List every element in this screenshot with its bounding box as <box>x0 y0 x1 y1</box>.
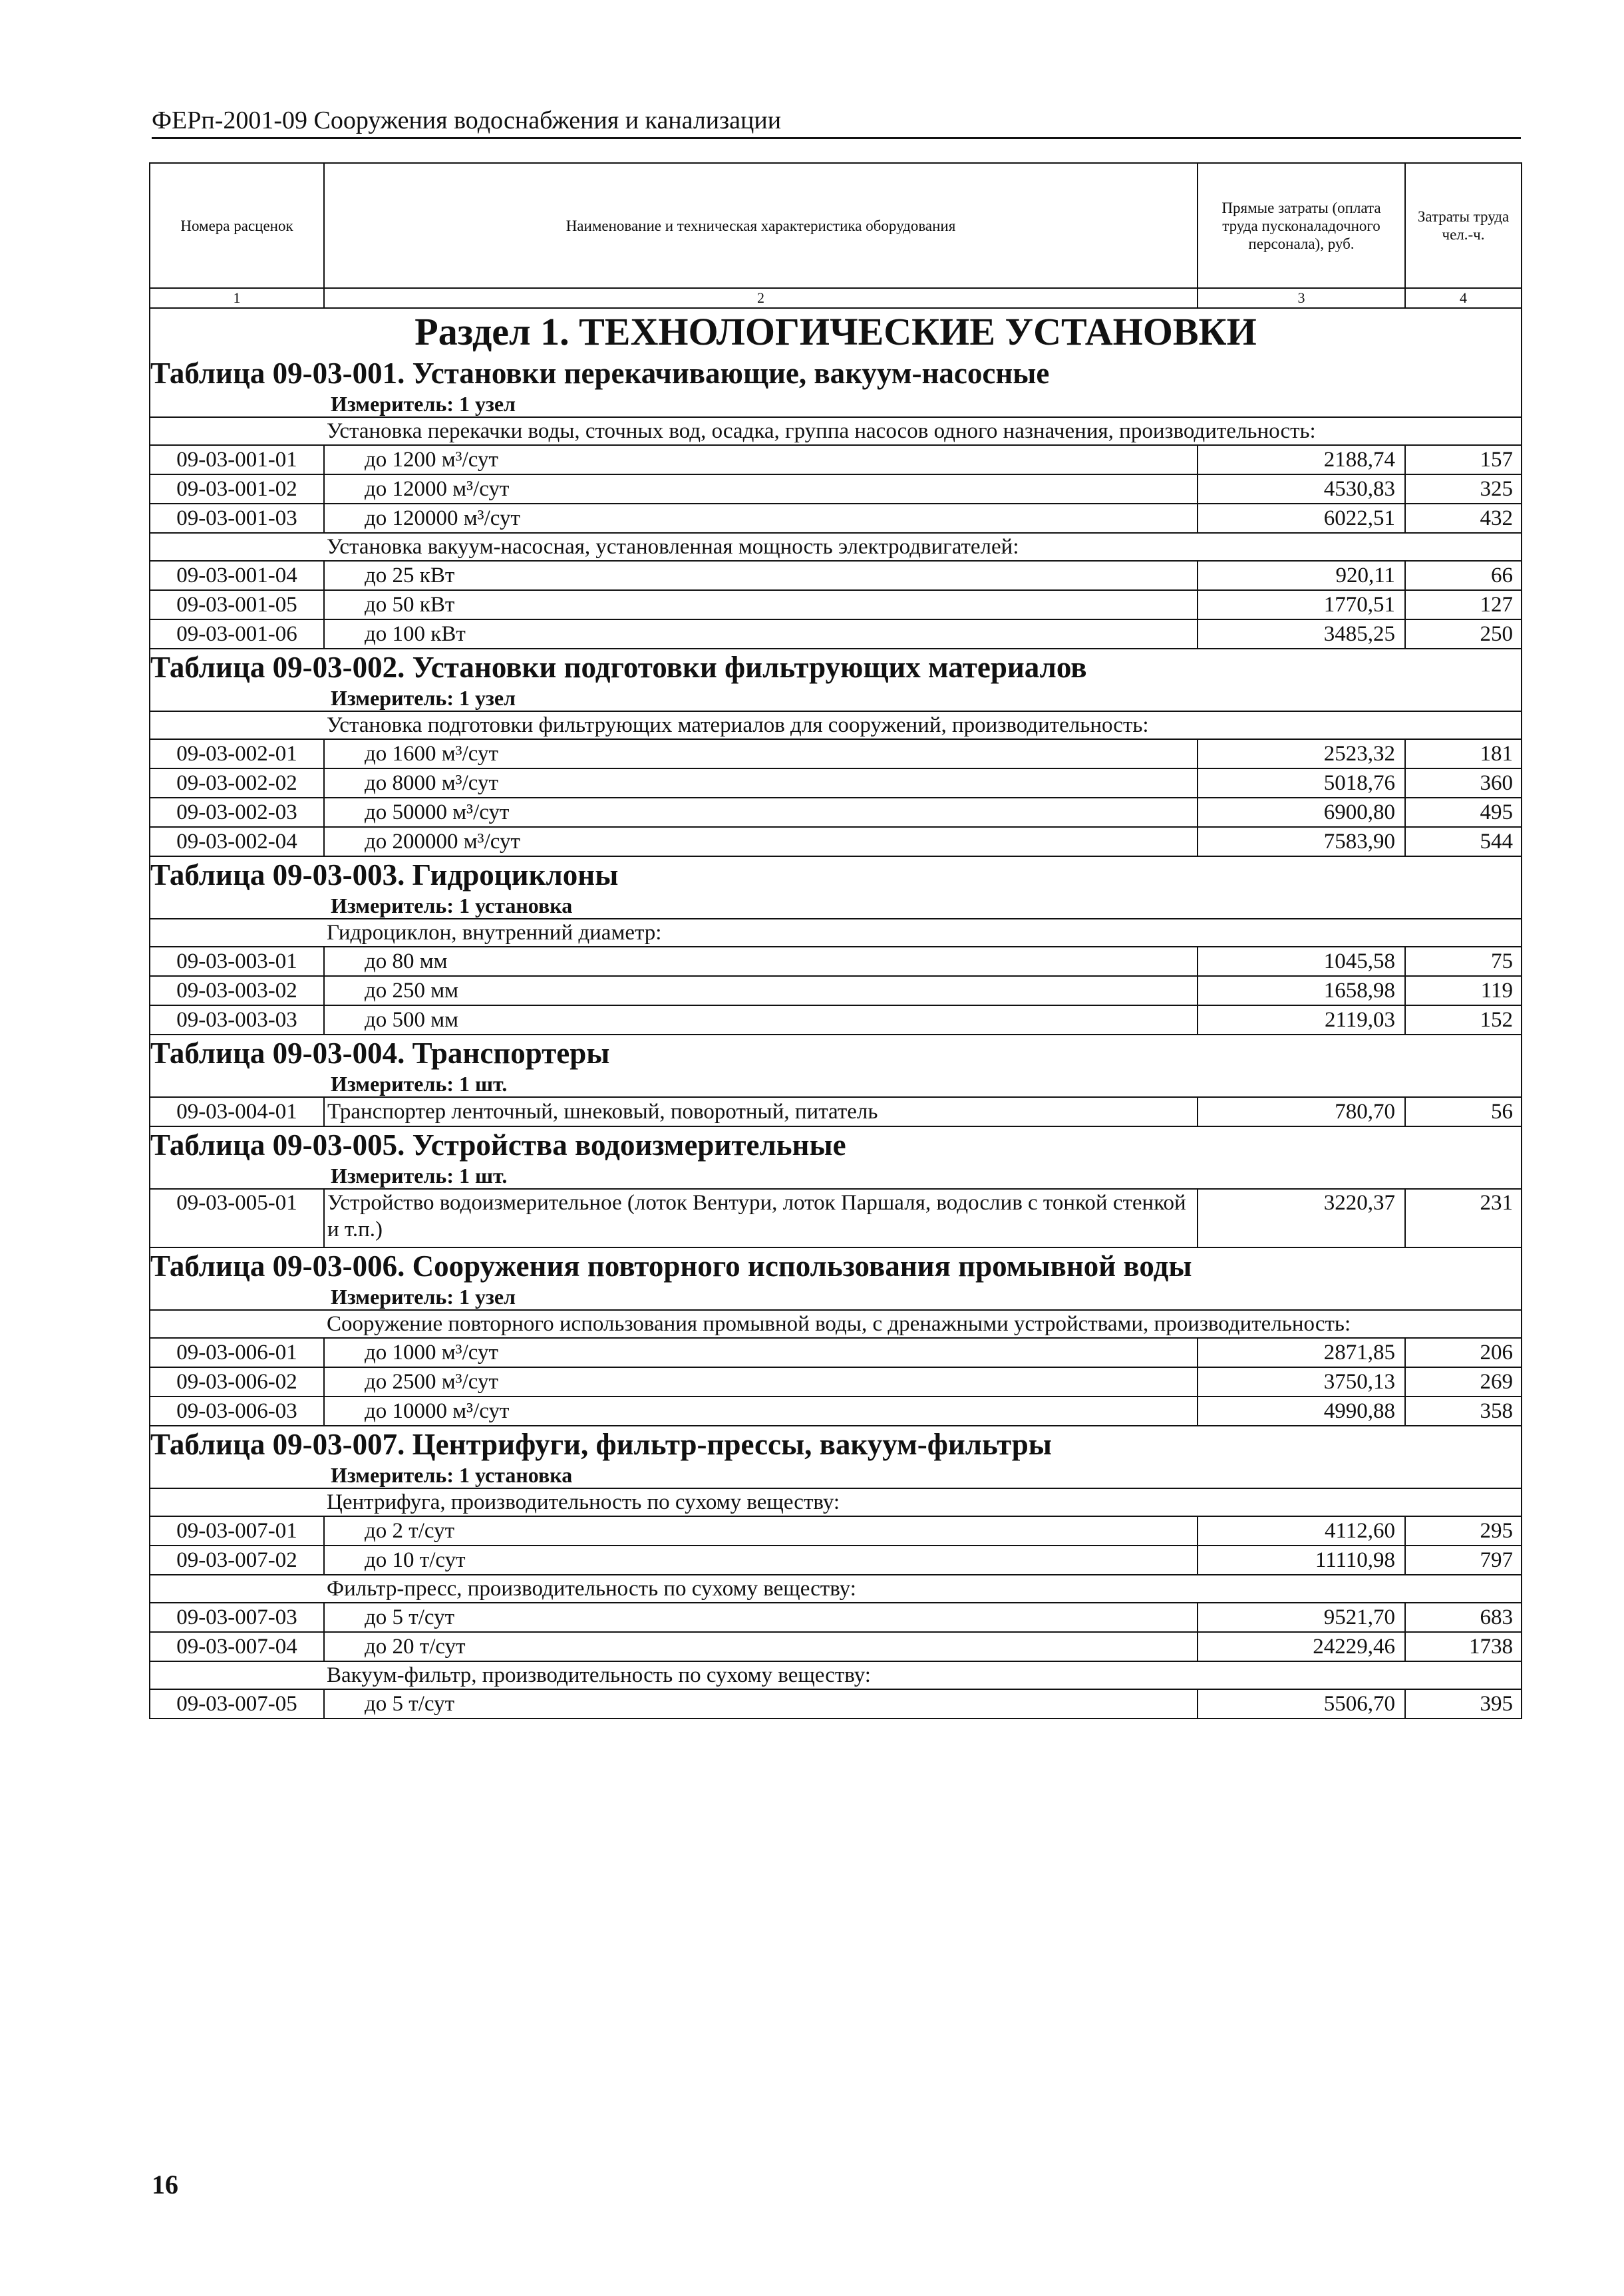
rates-table <box>149 162 1522 1719</box>
rate-labor: 360 <box>1405 768 1522 798</box>
table-row <box>150 1338 1522 1367</box>
table-row <box>150 1632 1522 1661</box>
rate-description: Транспортер ленточный, шнековый, поворотный, питатель <box>324 1097 1198 1126</box>
rate-code: 09-03-001-04 <box>150 561 324 590</box>
rate-labor: 127 <box>1405 590 1522 619</box>
rate-description: до 200000 м³/сут <box>324 827 1198 856</box>
rate-code: 09-03-001-05 <box>150 590 324 619</box>
measure-unit: Измеритель: 1 шт. <box>150 1071 1522 1097</box>
table-title-row <box>150 1126 1522 1163</box>
rate-labor: 269 <box>1405 1367 1522 1396</box>
rate-cost: 7583,90 <box>1198 827 1405 856</box>
table-row <box>150 504 1522 533</box>
section-row <box>150 308 1522 355</box>
table-title-row <box>150 1035 1522 1071</box>
rate-code: 09-03-007-04 <box>150 1632 324 1661</box>
table-title: Таблица 09-03-001. Установки перекачивающие, вакуум-насосные <box>150 355 1522 391</box>
rate-labor: 206 <box>1405 1338 1522 1367</box>
rate-labor: 250 <box>1405 619 1522 649</box>
column-header-cost: Прямые затраты (оплата труда пусконаладочного персонала), руб. <box>1198 163 1405 288</box>
table-row <box>150 1689 1522 1719</box>
column-number: 4 <box>1405 288 1522 308</box>
rate-labor: 157 <box>1405 445 1522 474</box>
rate-labor: 119 <box>1405 976 1522 1005</box>
measure-row <box>150 1163 1522 1189</box>
rate-code: 09-03-002-02 <box>150 768 324 798</box>
rate-cost: 1045,58 <box>1198 947 1405 976</box>
group-row <box>150 711 1522 739</box>
rate-description: до 20 т/сут <box>324 1632 1198 1661</box>
table-row <box>150 1396 1522 1426</box>
group-label: Гидроциклон, внутренний диаметр: <box>324 919 1522 947</box>
table-row <box>150 1005 1522 1035</box>
column-header-name: Наименование и техническая характеристика оборудования <box>324 163 1198 288</box>
measure-row <box>150 685 1522 711</box>
table-row <box>150 976 1522 1005</box>
rate-code: 09-03-003-02 <box>150 976 324 1005</box>
group-row <box>150 919 1522 947</box>
rate-labor: 495 <box>1405 798 1522 827</box>
rate-labor: 325 <box>1405 474 1522 504</box>
measure-unit: Измеритель: 1 узел <box>150 391 1522 417</box>
rate-labor: 797 <box>1405 1546 1522 1575</box>
measure-unit: Измеритель: 1 узел <box>150 1284 1522 1310</box>
rate-description: до 10000 м³/сут <box>324 1396 1198 1426</box>
column-number: 3 <box>1198 288 1405 308</box>
rate-cost: 920,11 <box>1198 561 1405 590</box>
rate-description: Устройство водоизмерительное (лоток Вентури, лоток Паршаля, водослив с тонкой стенкой и т.п.) <box>324 1189 1198 1247</box>
measure-row <box>150 391 1522 417</box>
group-label: Установка подготовки фильтрующих материалов для сооружений, производительность: <box>324 711 1522 739</box>
rate-cost: 2871,85 <box>1198 1338 1405 1367</box>
rate-description: до 1600 м³/сут <box>324 739 1198 768</box>
table-row <box>150 1189 1522 1247</box>
rate-code: 09-03-002-03 <box>150 798 324 827</box>
rate-code: 09-03-003-03 <box>150 1005 324 1035</box>
group-spacer <box>150 417 324 445</box>
column-number: 2 <box>324 288 1198 308</box>
rate-code: 09-03-001-01 <box>150 445 324 474</box>
rate-code: 09-03-004-01 <box>150 1097 324 1126</box>
measure-unit: Измеритель: 1 установка <box>150 893 1522 919</box>
table-row <box>150 474 1522 504</box>
table-title-row <box>150 1247 1522 1284</box>
rate-code: 09-03-006-03 <box>150 1396 324 1426</box>
group-row <box>150 1661 1522 1689</box>
rate-code: 09-03-007-03 <box>150 1603 324 1632</box>
table-row <box>150 619 1522 649</box>
rate-description: до 80 мм <box>324 947 1198 976</box>
group-label: Установка перекачки воды, сточных вод, осадка, группа насосов одного назначения, производительность: <box>324 417 1522 445</box>
rate-cost: 4990,88 <box>1198 1396 1405 1426</box>
table-row <box>150 445 1522 474</box>
group-spacer <box>150 1661 324 1689</box>
table-title: Таблица 09-03-004. Транспортеры <box>150 1035 1522 1071</box>
rate-description: до 2 т/сут <box>324 1516 1198 1546</box>
rate-labor: 66 <box>1405 561 1522 590</box>
rate-description: до 500 мм <box>324 1005 1198 1035</box>
table-title: Таблица 09-03-005. Устройства водоизмерительные <box>150 1126 1522 1163</box>
running-header: ФЕРп-2001-09 Сооружения водоснабжения и канализации <box>152 105 1521 139</box>
rate-cost: 2523,32 <box>1198 739 1405 768</box>
group-row <box>150 1575 1522 1603</box>
rate-code: 09-03-001-03 <box>150 504 324 533</box>
rate-code: 09-03-006-01 <box>150 1338 324 1367</box>
rate-cost: 3220,37 <box>1198 1189 1405 1247</box>
column-header-labor: Затраты труда чел.-ч. <box>1405 163 1522 288</box>
group-row <box>150 1310 1522 1338</box>
rate-cost: 780,70 <box>1198 1097 1405 1126</box>
measure-row <box>150 1462 1522 1488</box>
rate-description: до 5 т/сут <box>324 1689 1198 1719</box>
column-number: 1 <box>150 288 324 308</box>
rate-description: до 5 т/сут <box>324 1603 1198 1632</box>
rate-description: до 100 кВт <box>324 619 1198 649</box>
group-spacer <box>150 711 324 739</box>
rate-description: до 50 кВт <box>324 590 1198 619</box>
table-title: Таблица 09-03-002. Установки подготовки фильтрующих материалов <box>150 649 1522 685</box>
group-label: Центрифуга, производительность по сухому веществу: <box>324 1488 1522 1516</box>
table-title: Таблица 09-03-006. Сооружения повторного использования промывной воды <box>150 1247 1522 1284</box>
table-title-row <box>150 856 1522 893</box>
group-spacer <box>150 533 324 561</box>
rate-code: 09-03-003-01 <box>150 947 324 976</box>
rate-code: 09-03-002-01 <box>150 739 324 768</box>
group-row <box>150 533 1522 561</box>
rate-code: 09-03-006-02 <box>150 1367 324 1396</box>
rate-description: до 1200 м³/сут <box>324 445 1198 474</box>
measure-unit: Измеритель: 1 установка <box>150 1462 1522 1488</box>
rate-labor: 683 <box>1405 1603 1522 1632</box>
table-row <box>150 827 1522 856</box>
group-spacer <box>150 919 324 947</box>
rate-cost: 1770,51 <box>1198 590 1405 619</box>
rate-cost: 1658,98 <box>1198 976 1405 1005</box>
rate-cost: 9521,70 <box>1198 1603 1405 1632</box>
rate-code: 09-03-005-01 <box>150 1189 324 1247</box>
rate-cost: 3485,25 <box>1198 619 1405 649</box>
group-spacer <box>150 1310 324 1338</box>
rate-description: до 25 кВт <box>324 561 1198 590</box>
rate-description: до 12000 м³/сут <box>324 474 1198 504</box>
rate-cost: 2119,03 <box>1198 1005 1405 1035</box>
column-header-code: Номера расценок <box>150 163 324 288</box>
table-row <box>150 1546 1522 1575</box>
rate-description: до 250 мм <box>324 976 1198 1005</box>
rate-cost: 4530,83 <box>1198 474 1405 504</box>
rate-labor: 544 <box>1405 827 1522 856</box>
measure-row <box>150 1071 1522 1097</box>
group-spacer <box>150 1488 324 1516</box>
group-spacer <box>150 1575 324 1603</box>
group-label: Сооружение повторного использования промывной воды, с дренажными устройствами, производительность: <box>324 1310 1522 1338</box>
table-title-row <box>150 649 1522 685</box>
measure-unit: Измеритель: 1 шт. <box>150 1163 1522 1189</box>
rate-cost: 6900,80 <box>1198 798 1405 827</box>
rate-labor: 395 <box>1405 1689 1522 1719</box>
table-row <box>150 1097 1522 1126</box>
section-title: Раздел 1. ТЕХНОЛОГИЧЕСКИЕ УСТАНОВКИ <box>150 308 1522 355</box>
group-label: Фильтр-пресс, производительность по сухому веществу: <box>324 1575 1522 1603</box>
table-row <box>150 1367 1522 1396</box>
column-number-row <box>150 288 1522 308</box>
rate-code: 09-03-002-04 <box>150 827 324 856</box>
table-row <box>150 590 1522 619</box>
table-title: Таблица 09-03-007. Центрифуги, фильтр-прессы, вакуум-фильтры <box>150 1426 1522 1462</box>
table-row <box>150 1603 1522 1632</box>
table-title-row <box>150 355 1522 391</box>
rate-cost: 11110,98 <box>1198 1546 1405 1575</box>
group-label: Установка вакуум-насосная, установленная мощность электродвигателей: <box>324 533 1522 561</box>
rate-code: 09-03-007-02 <box>150 1546 324 1575</box>
table-title: Таблица 09-03-003. Гидроциклоны <box>150 856 1522 893</box>
rate-cost: 5506,70 <box>1198 1689 1405 1719</box>
rate-cost: 4112,60 <box>1198 1516 1405 1546</box>
measure-row <box>150 893 1522 919</box>
rate-description: до 2500 м³/сут <box>324 1367 1198 1396</box>
rate-cost: 6022,51 <box>1198 504 1405 533</box>
group-row <box>150 417 1522 445</box>
rate-description: до 50000 м³/сут <box>324 798 1198 827</box>
table-row <box>150 768 1522 798</box>
rate-cost: 24229,46 <box>1198 1632 1405 1661</box>
rate-labor: 56 <box>1405 1097 1522 1126</box>
rate-code: 09-03-001-02 <box>150 474 324 504</box>
rate-labor: 432 <box>1405 504 1522 533</box>
rate-code: 09-03-007-01 <box>150 1516 324 1546</box>
rate-labor: 231 <box>1405 1189 1522 1247</box>
rate-labor: 152 <box>1405 1005 1522 1035</box>
measure-unit: Измеритель: 1 узел <box>150 685 1522 711</box>
table-row <box>150 1516 1522 1546</box>
rate-labor: 181 <box>1405 739 1522 768</box>
table-row <box>150 561 1522 590</box>
rate-description: до 10 т/сут <box>324 1546 1198 1575</box>
table-row <box>150 798 1522 827</box>
rate-cost: 5018,76 <box>1198 768 1405 798</box>
table-row <box>150 947 1522 976</box>
rate-cost: 2188,74 <box>1198 445 1405 474</box>
rate-description: до 120000 м³/сут <box>324 504 1198 533</box>
rate-labor: 358 <box>1405 1396 1522 1426</box>
table-title-row <box>150 1426 1522 1462</box>
rate-code: 09-03-007-05 <box>150 1689 324 1719</box>
rate-code: 09-03-001-06 <box>150 619 324 649</box>
group-row <box>150 1488 1522 1516</box>
rate-labor: 1738 <box>1405 1632 1522 1661</box>
rate-description: до 1000 м³/сут <box>324 1338 1198 1367</box>
measure-row <box>150 1284 1522 1310</box>
rate-labor: 295 <box>1405 1516 1522 1546</box>
group-label: Вакуум-фильтр, производительность по сухому веществу: <box>324 1661 1522 1689</box>
rate-cost: 3750,13 <box>1198 1367 1405 1396</box>
rate-labor: 75 <box>1405 947 1522 976</box>
column-header-row <box>150 163 1522 288</box>
table-row <box>150 739 1522 768</box>
rate-description: до 8000 м³/сут <box>324 768 1198 798</box>
page-number: 16 <box>152 2170 178 2200</box>
